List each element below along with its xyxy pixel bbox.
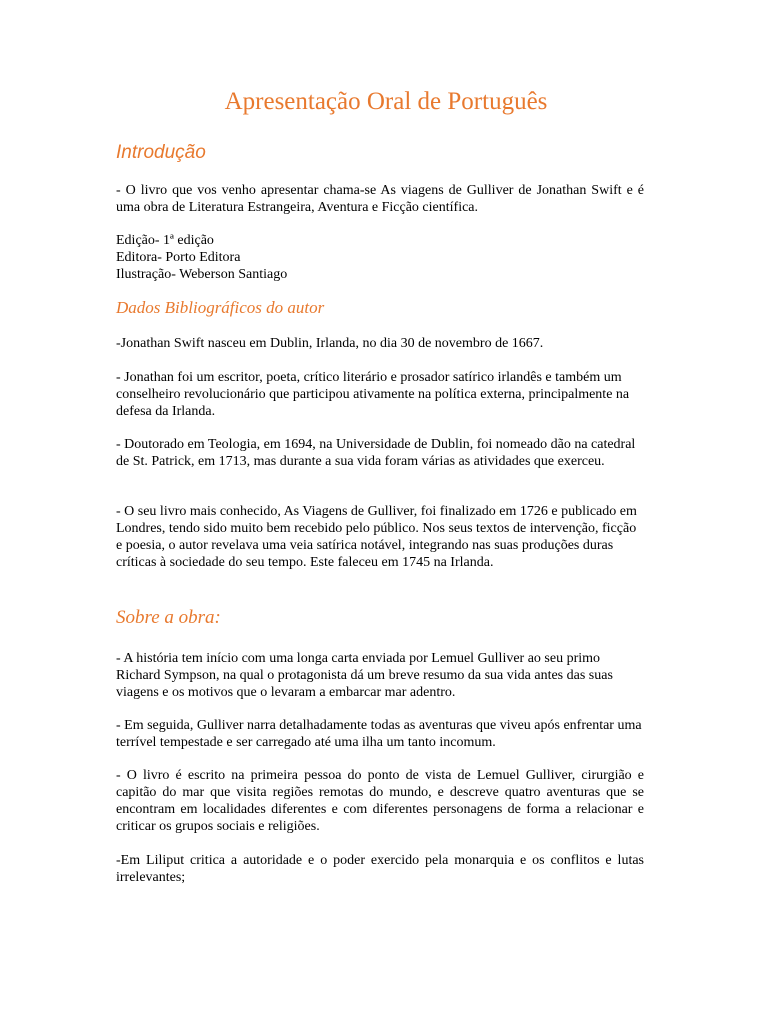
editora-line: Editora- Porto Editora bbox=[116, 250, 241, 265]
dados-paragraph-2: - Jonathan foi um escritor, poeta, crítico literário e prosador satírico irlandês e também um conselheiro revolucionário que participou ativamente na política externa, principalmente na defesa da Irlanda. bbox=[116, 370, 630, 419]
intro-paragraph: - O livro que vos venho apresentar chama-se As viagens de Gulliver de Jonathan Swift e é uma obra de Literatura Estrangeira, Aventura e Ficção científica. bbox=[116, 183, 644, 215]
ilustracao-line: Ilustração- Weberson Santiago bbox=[116, 267, 288, 282]
sobre-paragraph-2: - Em seguida, Gulliver narra detalhadamente todas as aventuras que viveu após enfrentar uma terrível tempestade e ser carregado até uma ilha um tanto incomum. bbox=[116, 718, 642, 750]
section-heading-dados-bibliograficos: Dados Bibliográficos do autor bbox=[116, 298, 325, 317]
edicao-line: Edição- 1ª edição bbox=[116, 233, 214, 248]
section-heading-introducao: Introdução bbox=[116, 142, 206, 163]
dados-paragraph-3: - Doutorado em Teologia, em 1694, na Universidade de Dublin, foi nomeado dão na catedral de St. Patrick, em 1713, mas durante a sua vida foram várias as atividades que exerceu. bbox=[116, 437, 636, 469]
sobre-paragraph-4: -Em Liliput critica a autoridade e o poder exercido pela monarquia e os conflitos e lutas irrelevantes; bbox=[116, 853, 644, 885]
dados-paragraph-4: - O seu livro mais conhecido, As Viagens de Gulliver, foi finalizado em 1726 e publicado em Londres, tendo sido muito bem recebido pelo público. Nos seus textos de intervenção, ficção e poesia, o autor revelava uma veia satírica notável, integrando nas suas produções duras críticas à sociedade do seu tempo. Este faleceu em 1745 na Irlanda. bbox=[116, 504, 637, 570]
page-title: Apresentação Oral de Português bbox=[224, 88, 548, 115]
section-heading-sobre-a-obra: Sobre a obra: bbox=[116, 607, 221, 628]
dados-paragraph-1: -Jonathan Swift nasceu em Dublin, Irlanda, no dia 30 de novembro de 1667. bbox=[116, 336, 544, 351]
sobre-paragraph-1: - A história tem início com uma longa carta enviada por Lemuel Gulliver ao seu primo Richard Sympson, na qual o protagonista dá um breve resumo da sua vida antes das suas viagens e os motivos que o levaram a embarcar mar adentro. bbox=[116, 651, 613, 700]
sobre-paragraph-3: - O livro é escrito na primeira pessoa do ponto de vista de Lemuel Gulliver, cirurgião e capitão do mar que visita regiões remotas do mundo, e descreve quatro aventuras que se encontram em localidades diferentes e com diferentes personagens de forma a relacionar e criticar os grupos sociais e religiões. bbox=[116, 768, 644, 834]
